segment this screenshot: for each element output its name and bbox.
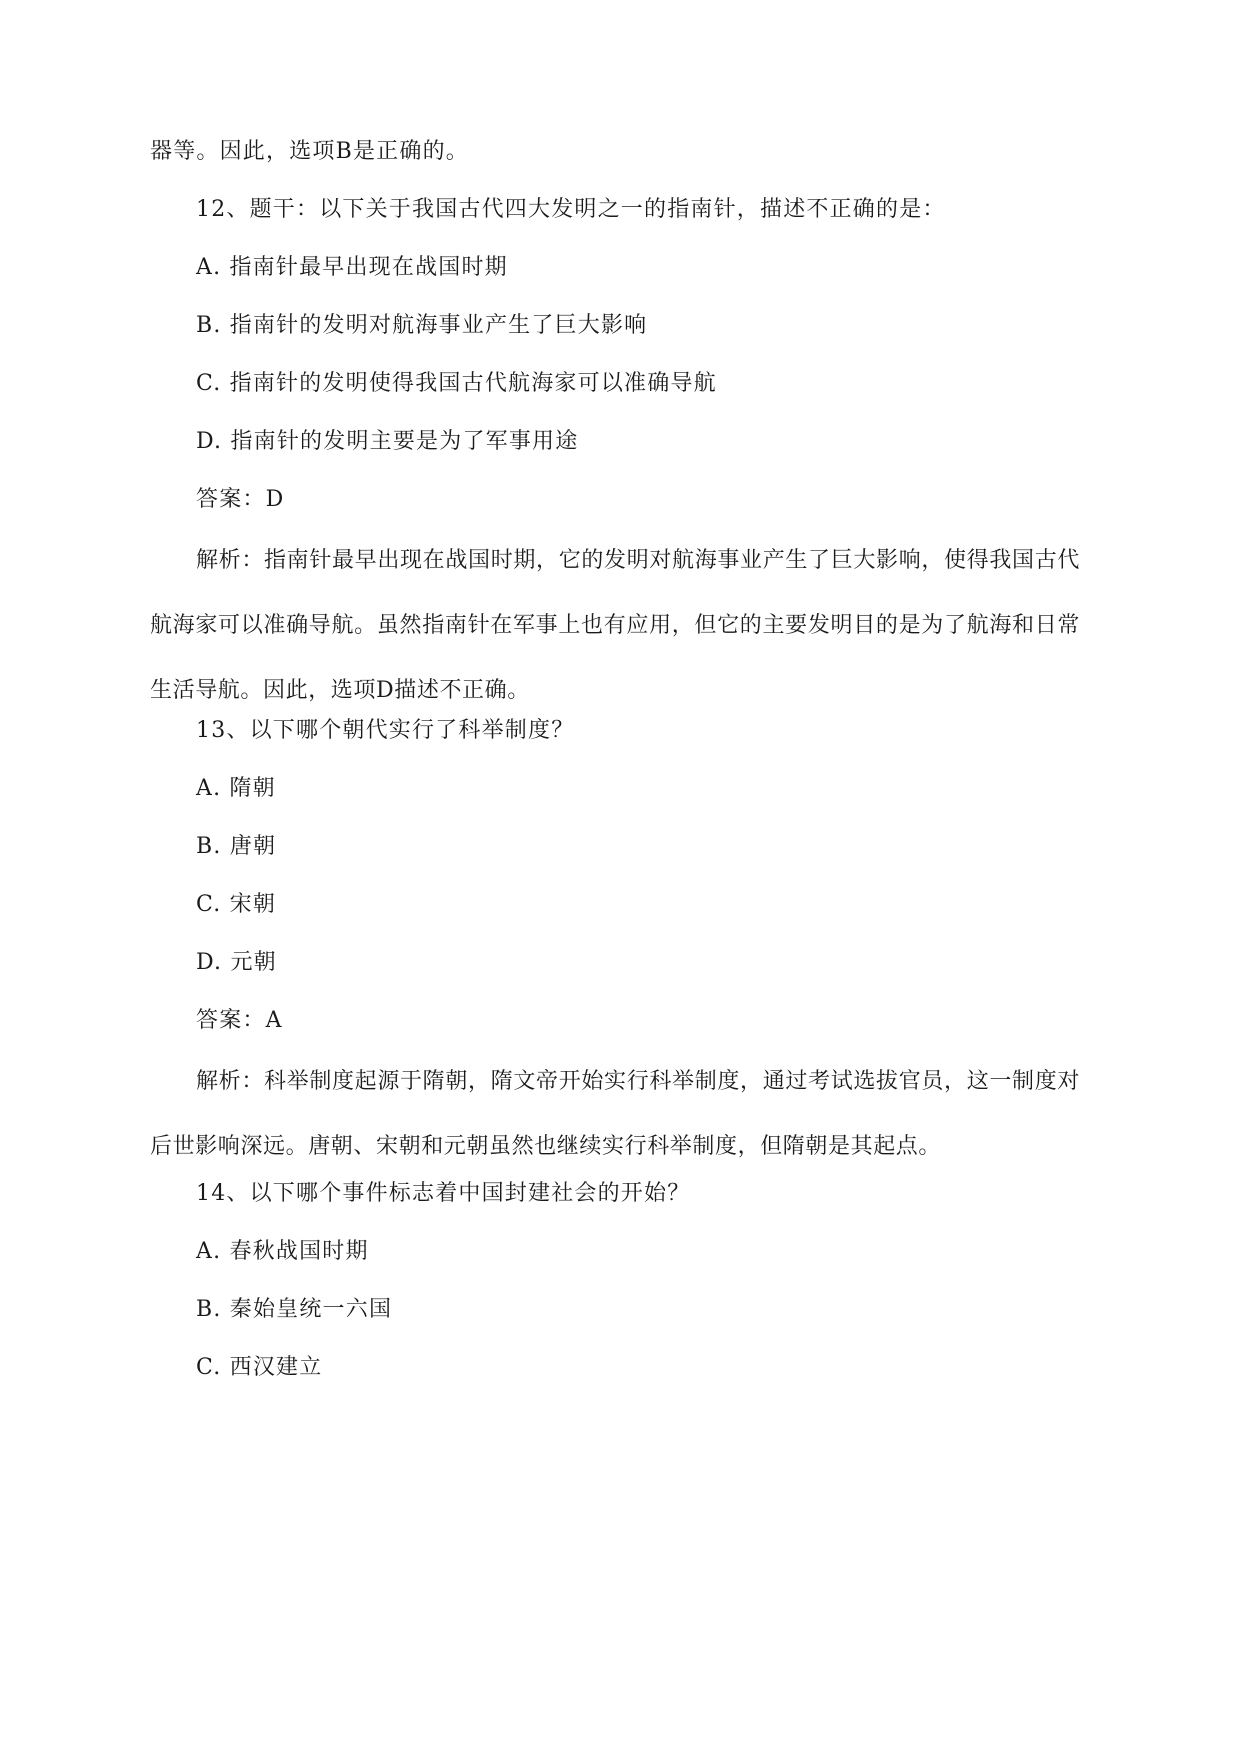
question-14-option-b: B. 秦始皇统一六国 [196,1297,393,1322]
question-13-stem: 13、以下哪个朝代实行了科举制度？ [196,718,575,743]
question-12-answer: 答案：D [196,487,285,512]
question-14-option-c: C. 西汉建立 [196,1355,323,1380]
question-14-option-a: A. 春秋战国时期 [196,1239,369,1264]
question-13-option-b: B. 唐朝 [196,834,277,859]
question-13-option-c: C. 宋朝 [196,892,277,917]
paragraph-continuation: 器等。因此，选项B是正确的。 [150,139,469,164]
question-13-option-d: D. 元朝 [196,950,277,975]
question-12-option-a: A. 指南针最早出现在战国时期 [196,255,508,280]
question-12-option-b: B. 指南针的发明对航海事业产生了巨大影响 [196,313,648,338]
question-12-option-c: C. 指南针的发明使得我国古代航海家可以准确导航 [196,371,717,396]
question-14-stem: 14、以下哪个事件标志着中国封建社会的开始？ [196,1181,691,1206]
question-13-explanation: 解析：科举制度起源于隋朝，隋文帝开始实行科举制度，通过考试选拔官员，这一制度对后世影响深远。唐朝、宋朝和元朝虽然也继续实行科举制度，但隋朝是其起点。 [150,1069,1080,1159]
question-12-stem: 12、题干：以下关于我国古代四大发明之一的指南针，描述不正确的是： [196,197,946,222]
question-13-answer: 答案：A [196,1008,283,1033]
question-12-option-d: D. 指南针的发明主要是为了军事用途 [196,429,579,454]
question-13-option-a: A. 隋朝 [196,776,276,801]
question-12-explanation: 解析：指南针最早出现在战国时期，它的发明对航海事业产生了巨大影响，使得我国古代航海家可以准确导航。虽然指南针在军事上也有应用，但它的主要发明目的是为了航海和日常生活导航。因此，选项D描述不正确。 [150,548,1080,703]
